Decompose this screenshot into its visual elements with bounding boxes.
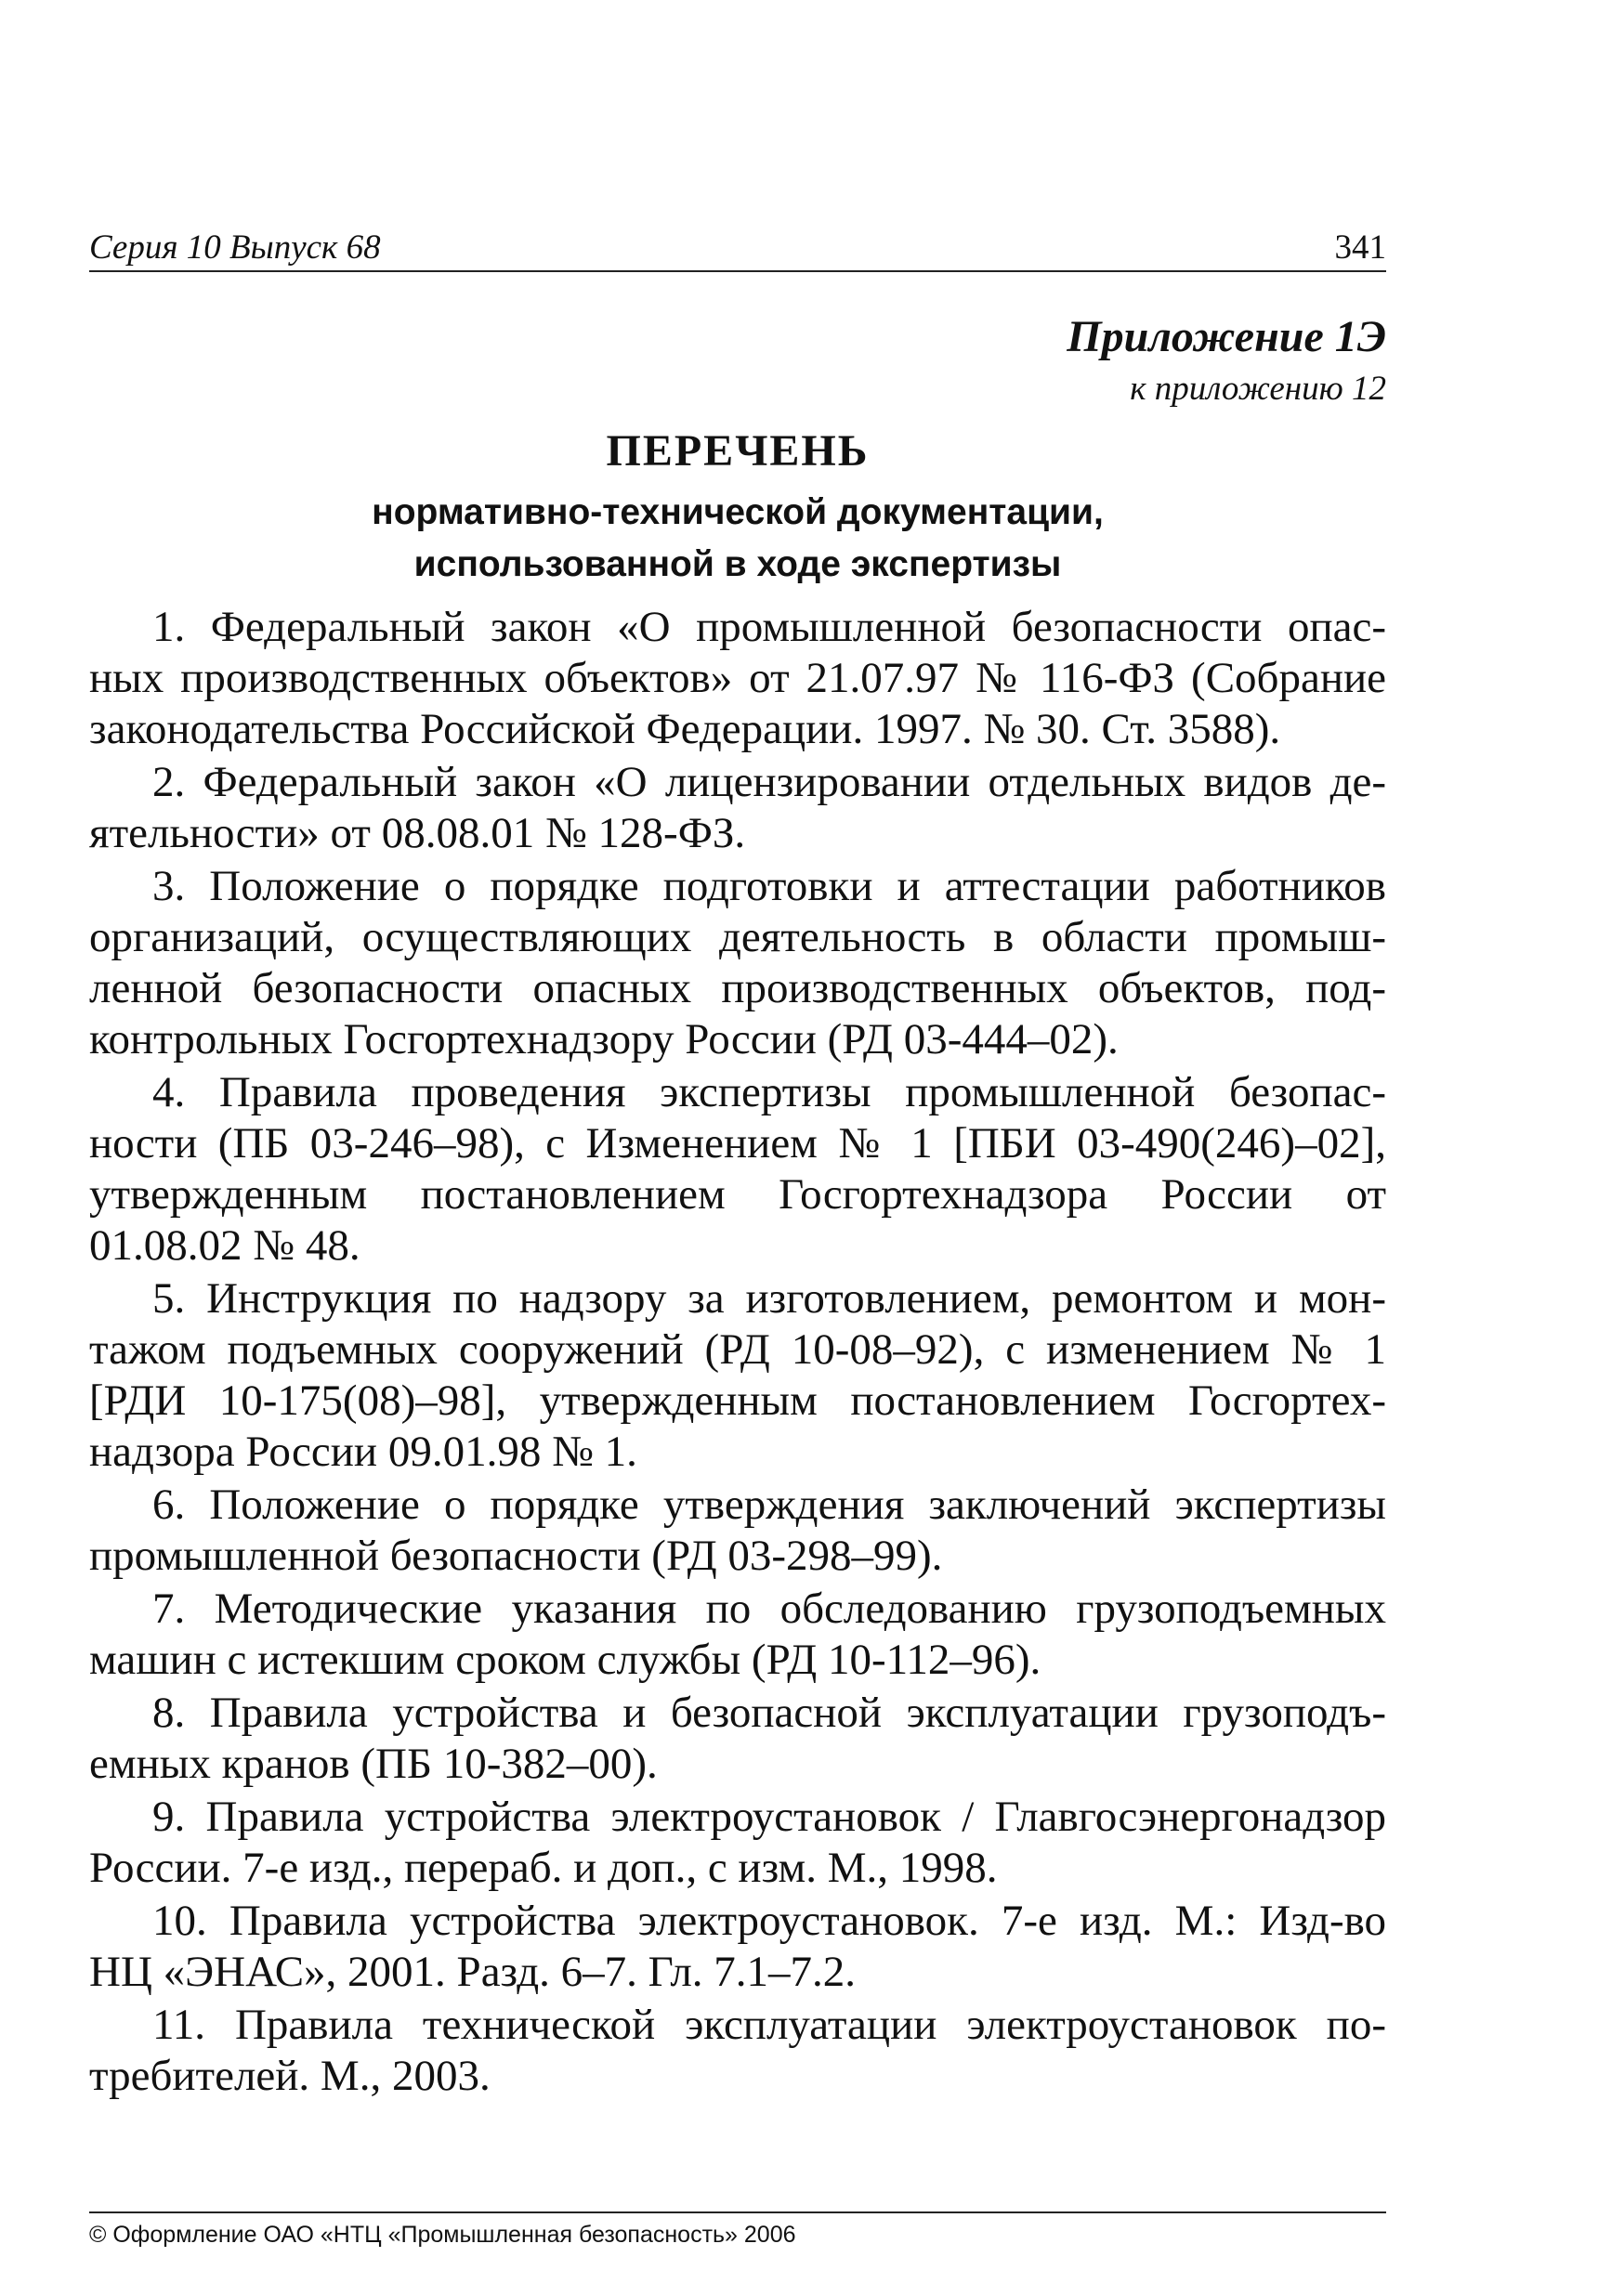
list-item-line: 4. Правила проведения экспертизы промышленной безопас- <box>152 1068 1386 1116</box>
list-item <box>89 1688 1386 1790</box>
list-item <box>89 1273 1386 1478</box>
list-item-line: ности (ПБ 03-246–98), с Изменением № 1 [ПБИ 03-490(246)–02], <box>89 1119 1386 1168</box>
list-item-line: 6. Положение о порядке утверждения заключений экспертизы <box>152 1481 1386 1529</box>
appendix-subtitle: к приложению 12 <box>1130 370 1386 408</box>
list-item-line: ленной безопасности опасных производственных объектов, под- <box>89 964 1386 1012</box>
list-item-line: 8. Правила устройства и безопасной эксплуатации грузоподъ- <box>152 1689 1386 1737</box>
list-item-line: законодательства Российской Федерации. 1997. № 30. Ст. 3588). <box>89 705 1281 753</box>
list-item-line: машин с истекшим сроком службы (РД 10-112–96). <box>89 1636 1041 1684</box>
list-item <box>89 1792 1386 1894</box>
list-item-line: утвержденным постановлением Госгортехнадзора России от <box>89 1170 1386 1219</box>
footer-divider <box>89 2211 1386 2213</box>
list-item <box>89 1480 1386 1582</box>
list-item-line: емных кранов (ПБ 10-382–00). <box>89 1740 658 1788</box>
document-subtitle-line2: использованной в ходе экспертизы <box>413 544 1062 584</box>
list-item-line: 11. Правила технической эксплуатации электроустановок по- <box>152 2001 1386 2049</box>
list-item-line: контрольных Госгортехнадзору России (РД 03-444–02). <box>89 1015 1119 1063</box>
list-item-line: 5. Инструкция по надзору за изготовлением, ремонтом и мон- <box>152 1274 1386 1323</box>
list-item-line: России. 7-е изд., перераб. и доп., с изм. М., 1998. <box>89 1844 998 1892</box>
list-item-line: требителей. М., 2003. <box>89 2052 491 2100</box>
appendix-title: Приложение 1Э <box>1067 312 1386 361</box>
list-item-line: ятельности» от 08.08.01 № 128-ФЗ. <box>89 809 746 857</box>
list-item-line: 2. Федеральный закон «О лицензировании отдельных видов де- <box>152 758 1386 806</box>
list-item <box>89 1067 1386 1272</box>
document-title: ПЕРЕЧЕНЬ <box>606 426 870 476</box>
list-item-line: 10. Правила устройства электроустановок. 7-е изд. М.: Изд-во <box>152 1897 1386 1945</box>
list-item-line: [РДИ 10-175(08)–98], утвержденным постановлением Госгортех- <box>89 1376 1386 1425</box>
page-number: 341 <box>1334 228 1386 267</box>
list-item <box>89 602 1386 755</box>
list-item-line: 01.08.02 № 48. <box>89 1221 360 1270</box>
list-item-line: 7. Методические указания по обследованию грузоподъемных <box>152 1585 1386 1633</box>
list-item-line: 9. Правила устройства электроустановок / Главгосэнергонадзор <box>152 1793 1386 1841</box>
list-item-line: организаций, осуществляющих деятельность в области промыш- <box>89 913 1386 961</box>
list-item-line: надзора России 09.01.98 № 1. <box>89 1428 637 1476</box>
list-item <box>89 1896 1386 1998</box>
list-item-line: ных производственных объектов» от 21.07.97 № 116-ФЗ (Собрание <box>89 654 1386 702</box>
list-item <box>89 2000 1386 2102</box>
list-item-line: промышленной безопасности (РД 03-298–99). <box>89 1532 943 1580</box>
list-item-line: 3. Положение о порядке подготовки и аттестации работников <box>152 862 1386 910</box>
list-item-line: НЦ «ЭНАС», 2001. Разд. 6–7. Гл. 7.1–7.2. <box>89 1948 857 1996</box>
document-subtitle-line1: нормативно-технической документации, <box>372 492 1104 532</box>
list-item <box>89 861 1386 1065</box>
running-header <box>89 228 1386 272</box>
list-item <box>89 1584 1386 1686</box>
list-item-line: тажом подъемных сооружений (РД 10-08–92), с изменением № 1 <box>89 1325 1386 1374</box>
series-label: Серия 10 Выпуск 68 <box>89 228 381 267</box>
list-item <box>89 757 1386 859</box>
list-item-line: 1. Федеральный закон «О промышленной безопасности опас- <box>152 603 1386 651</box>
footer-copyright: © Оформление ОАО «НТЦ «Промышленная безопасность» 2006 <box>89 2222 796 2248</box>
regulation-list <box>89 602 1386 2104</box>
